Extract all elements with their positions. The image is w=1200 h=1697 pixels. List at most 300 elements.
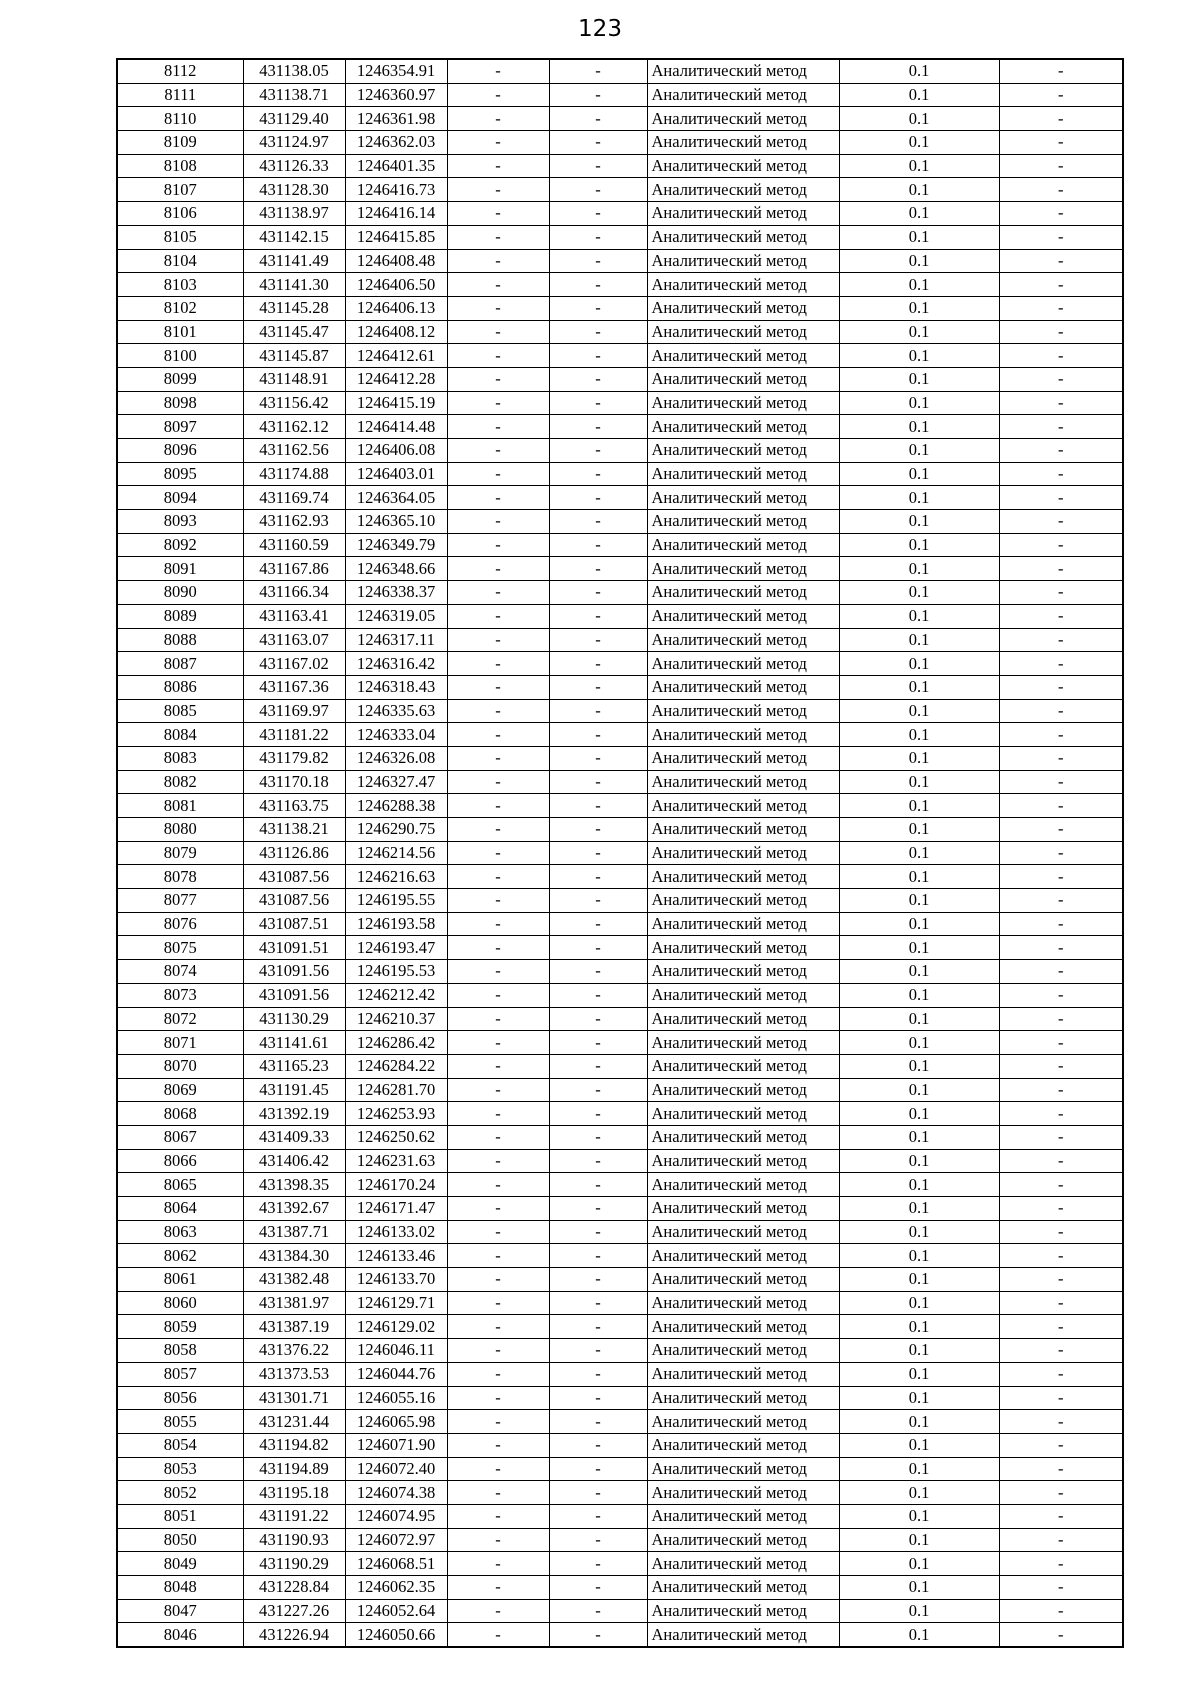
x-coordinate-cell: 431141.61 (243, 1031, 345, 1055)
accuracy-cell: 0.1 (839, 557, 999, 581)
accuracy-cell: 0.1 (839, 296, 999, 320)
empty-cell: - (549, 1410, 647, 1434)
x-coordinate-cell: 431163.75 (243, 794, 345, 818)
table-row (117, 818, 1123, 842)
accuracy-cell: 0.1 (839, 320, 999, 344)
empty-cell: - (447, 960, 549, 984)
empty-cell: - (549, 983, 647, 1007)
empty-cell: - (549, 59, 647, 83)
empty-cell: - (999, 273, 1123, 297)
method-cell: Аналитический метод (647, 1315, 839, 1339)
method-cell: Аналитический метод (647, 1149, 839, 1173)
x-coordinate-cell: 431162.93 (243, 510, 345, 534)
empty-cell: - (999, 486, 1123, 510)
method-cell: Аналитический метод (647, 154, 839, 178)
y-coordinate-cell: 1246195.53 (345, 960, 447, 984)
y-coordinate-cell: 1246133.02 (345, 1220, 447, 1244)
empty-cell: - (549, 1244, 647, 1268)
point-id-cell: 8099 (117, 367, 243, 391)
empty-cell: - (999, 889, 1123, 913)
method-cell: Аналитический метод (647, 59, 839, 83)
table-row (117, 628, 1123, 652)
point-id-cell: 8046 (117, 1623, 243, 1647)
empty-cell: - (447, 557, 549, 581)
x-coordinate-cell: 431231.44 (243, 1410, 345, 1434)
point-id-cell: 8047 (117, 1599, 243, 1623)
empty-cell: - (447, 59, 549, 83)
y-coordinate-cell: 1246318.43 (345, 675, 447, 699)
table-row (117, 1599, 1123, 1623)
x-coordinate-cell: 431190.93 (243, 1528, 345, 1552)
empty-cell: - (999, 131, 1123, 155)
accuracy-cell: 0.1 (839, 723, 999, 747)
method-cell: Аналитический метод (647, 581, 839, 605)
empty-cell: - (447, 581, 549, 605)
empty-cell: - (447, 1054, 549, 1078)
empty-cell: - (999, 1220, 1123, 1244)
accuracy-cell: 0.1 (839, 1197, 999, 1221)
method-cell: Аналитический метод (647, 652, 839, 676)
point-id-cell: 8088 (117, 628, 243, 652)
empty-cell: - (447, 131, 549, 155)
table-row (117, 1481, 1123, 1505)
empty-cell: - (999, 1528, 1123, 1552)
method-cell: Аналитический метод (647, 865, 839, 889)
point-id-cell: 8053 (117, 1457, 243, 1481)
empty-cell: - (549, 960, 647, 984)
x-coordinate-cell: 431160.59 (243, 533, 345, 557)
accuracy-cell: 0.1 (839, 1386, 999, 1410)
empty-cell: - (549, 249, 647, 273)
empty-cell: - (549, 131, 647, 155)
page-number: 123 (578, 16, 622, 42)
x-coordinate-cell: 431126.33 (243, 154, 345, 178)
y-coordinate-cell: 1246170.24 (345, 1173, 447, 1197)
empty-cell: - (447, 723, 549, 747)
accuracy-cell: 0.1 (839, 439, 999, 463)
method-cell: Аналитический метод (647, 344, 839, 368)
y-coordinate-cell: 1246212.42 (345, 983, 447, 1007)
table-row (117, 675, 1123, 699)
empty-cell: - (549, 1291, 647, 1315)
empty-cell: - (549, 770, 647, 794)
accuracy-cell: 0.1 (839, 1433, 999, 1457)
y-coordinate-cell: 1246338.37 (345, 581, 447, 605)
accuracy-cell: 0.1 (839, 1268, 999, 1292)
y-coordinate-cell: 1246327.47 (345, 770, 447, 794)
y-coordinate-cell: 1246316.42 (345, 652, 447, 676)
empty-cell: - (549, 1457, 647, 1481)
empty-cell: - (447, 344, 549, 368)
empty-cell: - (447, 439, 549, 463)
empty-cell: - (549, 794, 647, 818)
empty-cell: - (447, 865, 549, 889)
method-cell: Аналитический метод (647, 1433, 839, 1457)
y-coordinate-cell: 1246284.22 (345, 1054, 447, 1078)
table-row (117, 699, 1123, 723)
x-coordinate-cell: 431138.71 (243, 83, 345, 107)
point-id-cell: 8087 (117, 652, 243, 676)
empty-cell: - (447, 533, 549, 557)
empty-cell: - (999, 1102, 1123, 1126)
point-id-cell: 8100 (117, 344, 243, 368)
table-row (117, 1291, 1123, 1315)
point-id-cell: 8092 (117, 533, 243, 557)
empty-cell: - (549, 912, 647, 936)
empty-cell: - (447, 770, 549, 794)
point-id-cell: 8062 (117, 1244, 243, 1268)
y-coordinate-cell: 1246415.85 (345, 225, 447, 249)
empty-cell: - (447, 628, 549, 652)
empty-cell: - (999, 107, 1123, 131)
table-row (117, 652, 1123, 676)
empty-cell: - (999, 581, 1123, 605)
method-cell: Аналитический метод (647, 1291, 839, 1315)
method-cell: Аналитический метод (647, 818, 839, 842)
point-id-cell: 8048 (117, 1576, 243, 1600)
x-coordinate-cell: 431091.51 (243, 936, 345, 960)
accuracy-cell: 0.1 (839, 1552, 999, 1576)
method-cell: Аналитический метод (647, 1197, 839, 1221)
accuracy-cell: 0.1 (839, 367, 999, 391)
point-id-cell: 8079 (117, 841, 243, 865)
x-coordinate-cell: 431163.41 (243, 604, 345, 628)
accuracy-cell: 0.1 (839, 889, 999, 913)
empty-cell: - (447, 1125, 549, 1149)
table-row (117, 486, 1123, 510)
empty-cell: - (549, 699, 647, 723)
empty-cell: - (549, 841, 647, 865)
empty-cell: - (447, 154, 549, 178)
empty-cell: - (447, 912, 549, 936)
y-coordinate-cell: 1246055.16 (345, 1386, 447, 1410)
table-row (117, 1173, 1123, 1197)
method-cell: Аналитический метод (647, 462, 839, 486)
point-id-cell: 8110 (117, 107, 243, 131)
accuracy-cell: 0.1 (839, 59, 999, 83)
point-id-cell: 8097 (117, 415, 243, 439)
y-coordinate-cell: 1246412.28 (345, 367, 447, 391)
empty-cell: - (999, 510, 1123, 534)
empty-cell: - (999, 1457, 1123, 1481)
point-id-cell: 8080 (117, 818, 243, 842)
point-id-cell: 8103 (117, 273, 243, 297)
empty-cell: - (549, 367, 647, 391)
empty-cell: - (447, 249, 549, 273)
empty-cell: - (999, 225, 1123, 249)
accuracy-cell: 0.1 (839, 1623, 999, 1647)
point-id-cell: 8072 (117, 1007, 243, 1031)
x-coordinate-cell: 431167.02 (243, 652, 345, 676)
y-coordinate-cell: 1246062.35 (345, 1576, 447, 1600)
empty-cell: - (549, 1149, 647, 1173)
method-cell: Аналитический метод (647, 746, 839, 770)
point-id-cell: 8106 (117, 202, 243, 226)
empty-cell: - (999, 1031, 1123, 1055)
empty-cell: - (447, 1031, 549, 1055)
point-id-cell: 8076 (117, 912, 243, 936)
x-coordinate-cell: 431191.45 (243, 1078, 345, 1102)
accuracy-cell: 0.1 (839, 533, 999, 557)
y-coordinate-cell: 1246365.10 (345, 510, 447, 534)
table-row (117, 794, 1123, 818)
empty-cell: - (999, 604, 1123, 628)
empty-cell: - (549, 1031, 647, 1055)
x-coordinate-cell: 431087.56 (243, 865, 345, 889)
point-id-cell: 8086 (117, 675, 243, 699)
point-id-cell: 8084 (117, 723, 243, 747)
method-cell: Аналитический метод (647, 510, 839, 534)
table-row (117, 249, 1123, 273)
table-row (117, 1054, 1123, 1078)
method-cell: Аналитический метод (647, 675, 839, 699)
table-row (117, 1362, 1123, 1386)
empty-cell: - (447, 1339, 549, 1363)
empty-cell: - (447, 1220, 549, 1244)
x-coordinate-cell: 431141.49 (243, 249, 345, 273)
method-cell: Аналитический метод (647, 107, 839, 131)
empty-cell: - (447, 1268, 549, 1292)
y-coordinate-cell: 1246326.08 (345, 746, 447, 770)
empty-cell: - (549, 1268, 647, 1292)
method-cell: Аналитический метод (647, 391, 839, 415)
accuracy-cell: 0.1 (839, 628, 999, 652)
point-id-cell: 8091 (117, 557, 243, 581)
empty-cell: - (447, 818, 549, 842)
point-id-cell: 8105 (117, 225, 243, 249)
table-row (117, 723, 1123, 747)
table-row (117, 1576, 1123, 1600)
y-coordinate-cell: 1246281.70 (345, 1078, 447, 1102)
empty-cell: - (999, 746, 1123, 770)
method-cell: Аналитический метод (647, 1173, 839, 1197)
accuracy-cell: 0.1 (839, 1576, 999, 1600)
empty-cell: - (999, 794, 1123, 818)
point-id-cell: 8067 (117, 1125, 243, 1149)
method-cell: Аналитический метод (647, 367, 839, 391)
y-coordinate-cell: 1246317.11 (345, 628, 447, 652)
point-id-cell: 8082 (117, 770, 243, 794)
x-coordinate-cell: 431392.67 (243, 1197, 345, 1221)
accuracy-cell: 0.1 (839, 1054, 999, 1078)
x-coordinate-cell: 431190.29 (243, 1552, 345, 1576)
x-coordinate-cell: 431194.82 (243, 1433, 345, 1457)
x-coordinate-cell: 431145.47 (243, 320, 345, 344)
empty-cell: - (549, 865, 647, 889)
point-id-cell: 8054 (117, 1433, 243, 1457)
accuracy-cell: 0.1 (839, 746, 999, 770)
table-row (117, 1339, 1123, 1363)
y-coordinate-cell: 1246072.97 (345, 1528, 447, 1552)
accuracy-cell: 0.1 (839, 652, 999, 676)
accuracy-cell: 0.1 (839, 249, 999, 273)
empty-cell: - (549, 1054, 647, 1078)
coordinates-table (116, 58, 1124, 1648)
x-coordinate-cell: 431387.71 (243, 1220, 345, 1244)
table-row (117, 912, 1123, 936)
method-cell: Аналитический метод (647, 794, 839, 818)
method-cell: Аналитический метод (647, 1031, 839, 1055)
empty-cell: - (549, 628, 647, 652)
empty-cell: - (447, 83, 549, 107)
table-row (117, 439, 1123, 463)
x-coordinate-cell: 431194.89 (243, 1457, 345, 1481)
table-row (117, 604, 1123, 628)
accuracy-cell: 0.1 (839, 1481, 999, 1505)
y-coordinate-cell: 1246364.05 (345, 486, 447, 510)
x-coordinate-cell: 431091.56 (243, 960, 345, 984)
empty-cell: - (999, 1173, 1123, 1197)
empty-cell: - (549, 225, 647, 249)
point-id-cell: 8093 (117, 510, 243, 534)
x-coordinate-cell: 431228.84 (243, 1576, 345, 1600)
empty-cell: - (447, 1078, 549, 1102)
point-id-cell: 8063 (117, 1220, 243, 1244)
empty-cell: - (549, 1362, 647, 1386)
empty-cell: - (447, 1291, 549, 1315)
empty-cell: - (999, 1410, 1123, 1434)
accuracy-cell: 0.1 (839, 1102, 999, 1126)
empty-cell: - (999, 652, 1123, 676)
y-coordinate-cell: 1246195.55 (345, 889, 447, 913)
table-row (117, 1268, 1123, 1292)
method-cell: Аналитический метод (647, 960, 839, 984)
table-row (117, 202, 1123, 226)
empty-cell: - (447, 794, 549, 818)
y-coordinate-cell: 1246065.98 (345, 1410, 447, 1434)
x-coordinate-cell: 431195.18 (243, 1481, 345, 1505)
empty-cell: - (999, 1386, 1123, 1410)
empty-cell: - (999, 249, 1123, 273)
accuracy-cell: 0.1 (839, 1457, 999, 1481)
empty-cell: - (999, 675, 1123, 699)
method-cell: Аналитический метод (647, 699, 839, 723)
method-cell: Аналитический метод (647, 1457, 839, 1481)
empty-cell: - (447, 936, 549, 960)
empty-cell: - (549, 1623, 647, 1647)
table-row (117, 1410, 1123, 1434)
x-coordinate-cell: 431179.82 (243, 746, 345, 770)
y-coordinate-cell: 1246362.03 (345, 131, 447, 155)
empty-cell: - (549, 723, 647, 747)
empty-cell: - (447, 273, 549, 297)
empty-cell: - (447, 320, 549, 344)
y-coordinate-cell: 1246231.63 (345, 1149, 447, 1173)
accuracy-cell: 0.1 (839, 912, 999, 936)
empty-cell: - (549, 320, 647, 344)
point-id-cell: 8069 (117, 1078, 243, 1102)
point-id-cell: 8059 (117, 1315, 243, 1339)
x-coordinate-cell: 431392.19 (243, 1102, 345, 1126)
empty-cell: - (549, 1173, 647, 1197)
point-id-cell: 8068 (117, 1102, 243, 1126)
y-coordinate-cell: 1246044.76 (345, 1362, 447, 1386)
empty-cell: - (549, 154, 647, 178)
empty-cell: - (447, 652, 549, 676)
accuracy-cell: 0.1 (839, 202, 999, 226)
empty-cell: - (999, 1552, 1123, 1576)
empty-cell: - (447, 604, 549, 628)
empty-cell: - (447, 225, 549, 249)
x-coordinate-cell: 431145.87 (243, 344, 345, 368)
table-row (117, 889, 1123, 913)
empty-cell: - (549, 746, 647, 770)
table-row (117, 1552, 1123, 1576)
method-cell: Аналитический метод (647, 249, 839, 273)
accuracy-cell: 0.1 (839, 770, 999, 794)
accuracy-cell: 0.1 (839, 699, 999, 723)
empty-cell: - (549, 1433, 647, 1457)
point-id-cell: 8107 (117, 178, 243, 202)
point-id-cell: 8111 (117, 83, 243, 107)
empty-cell: - (549, 462, 647, 486)
point-id-cell: 8102 (117, 296, 243, 320)
x-coordinate-cell: 431227.26 (243, 1599, 345, 1623)
point-id-cell: 8112 (117, 59, 243, 83)
method-cell: Аналитический метод (647, 841, 839, 865)
empty-cell: - (447, 1149, 549, 1173)
method-cell: Аналитический метод (647, 1102, 839, 1126)
method-cell: Аналитический метод (647, 1552, 839, 1576)
y-coordinate-cell: 1246406.13 (345, 296, 447, 320)
y-coordinate-cell: 1246286.42 (345, 1031, 447, 1055)
empty-cell: - (999, 1125, 1123, 1149)
method-cell: Аналитический метод (647, 320, 839, 344)
point-id-cell: 8055 (117, 1410, 243, 1434)
x-coordinate-cell: 431373.53 (243, 1362, 345, 1386)
empty-cell: - (447, 1197, 549, 1221)
x-coordinate-cell: 431087.51 (243, 912, 345, 936)
table-row (117, 865, 1123, 889)
point-id-cell: 8065 (117, 1173, 243, 1197)
accuracy-cell: 0.1 (839, 131, 999, 155)
point-id-cell: 8098 (117, 391, 243, 415)
point-id-cell: 8061 (117, 1268, 243, 1292)
accuracy-cell: 0.1 (839, 581, 999, 605)
empty-cell: - (999, 960, 1123, 984)
point-id-cell: 8077 (117, 889, 243, 913)
x-coordinate-cell: 431130.29 (243, 1007, 345, 1031)
empty-cell: - (999, 628, 1123, 652)
point-id-cell: 8066 (117, 1149, 243, 1173)
table-row (117, 1504, 1123, 1528)
point-id-cell: 8089 (117, 604, 243, 628)
accuracy-cell: 0.1 (839, 1362, 999, 1386)
empty-cell: - (549, 486, 647, 510)
point-id-cell: 8090 (117, 581, 243, 605)
empty-cell: - (999, 1197, 1123, 1221)
empty-cell: - (447, 1552, 549, 1576)
x-coordinate-cell: 431142.15 (243, 225, 345, 249)
y-coordinate-cell: 1246401.35 (345, 154, 447, 178)
empty-cell: - (447, 1433, 549, 1457)
empty-cell: - (549, 273, 647, 297)
y-coordinate-cell: 1246408.12 (345, 320, 447, 344)
empty-cell: - (447, 107, 549, 131)
point-id-cell: 8073 (117, 983, 243, 1007)
table-row (117, 225, 1123, 249)
x-coordinate-cell: 431381.97 (243, 1291, 345, 1315)
empty-cell: - (447, 1504, 549, 1528)
table-row (117, 936, 1123, 960)
empty-cell: - (999, 818, 1123, 842)
y-coordinate-cell: 1246319.05 (345, 604, 447, 628)
x-coordinate-cell: 431376.22 (243, 1339, 345, 1363)
point-id-cell: 8049 (117, 1552, 243, 1576)
table-row (117, 1528, 1123, 1552)
method-cell: Аналитический метод (647, 415, 839, 439)
table-row (117, 273, 1123, 297)
